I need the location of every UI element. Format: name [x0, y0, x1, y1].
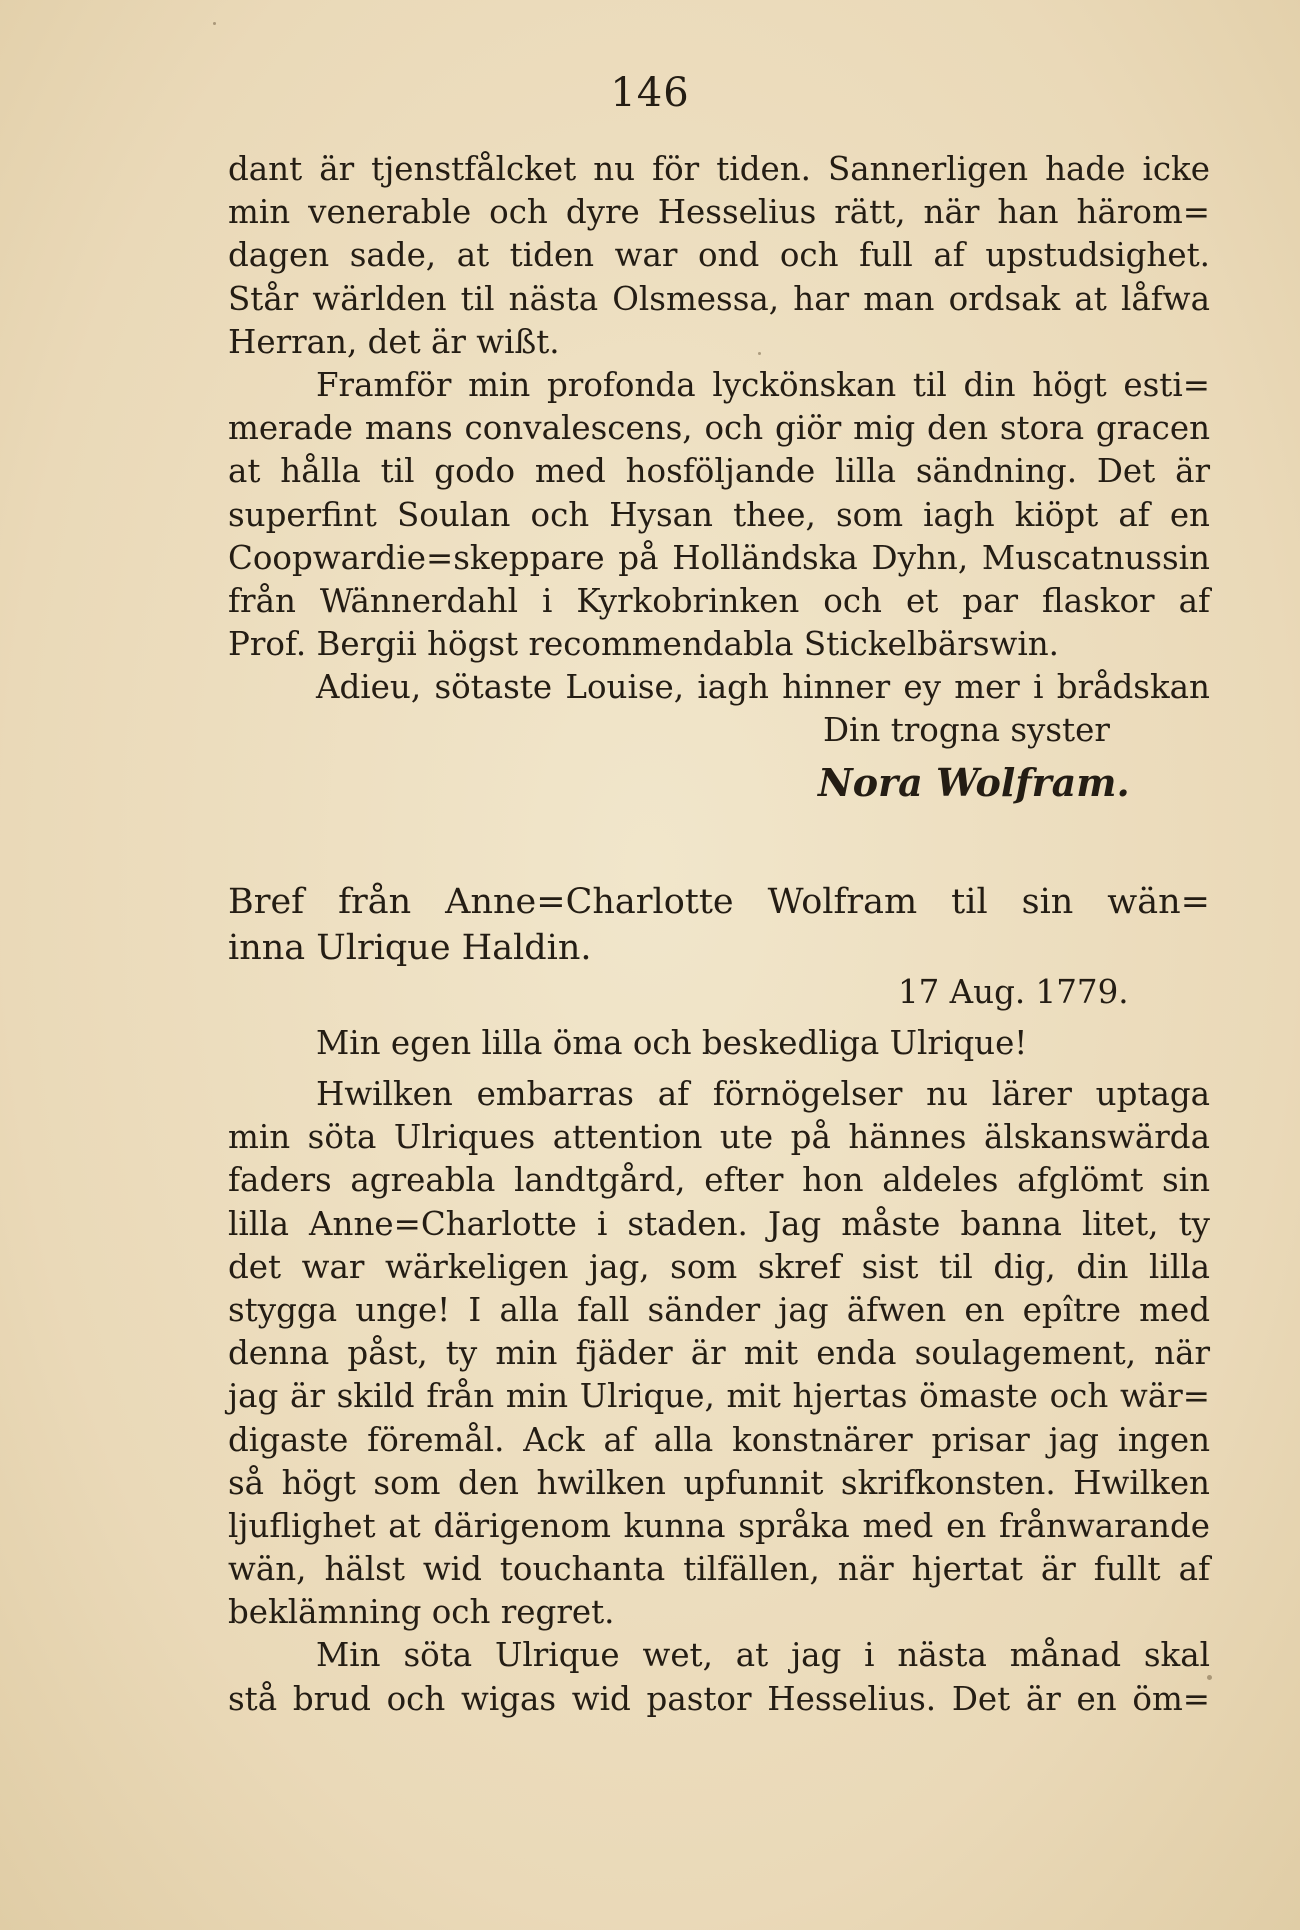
- text-line: Coopwardie=skeppare på Holländska Dyhn, Muscatnussin: [228, 538, 1210, 577]
- text-line: dagen sade, at tiden war ond och full af upstudsighet.: [228, 236, 1210, 275]
- signoff: Din trogna syster: [823, 711, 1110, 750]
- paper-speck: [758, 352, 761, 355]
- page-number: 146: [610, 70, 690, 116]
- text-line: jag är skild från min Ulrique, mit hjertas ömaste och wär=: [228, 1377, 1210, 1416]
- signature: Nora Wolfram.: [818, 759, 1130, 805]
- text-line: wän, hälst wid touchanta tilfällen, när hjertat är fullt af: [228, 1550, 1210, 1589]
- text-line: Står wärlden til nästa Olsmessa, har man ordsak at låfwa: [228, 279, 1210, 318]
- text-line: ljuflighet at därigenom kunna språka med en frånwarande: [228, 1506, 1210, 1545]
- text-line: stygga unge! I alla fall sänder jag äfwen en epître med: [228, 1290, 1210, 1329]
- salutation: Min egen lilla öma och beskedliga Ulrique!: [316, 1023, 1028, 1062]
- heading-line: inna Ulrique Haldin.: [228, 927, 592, 968]
- paper-speck: [213, 22, 216, 25]
- text-line: Prof. Bergii högst recommendabla Stickelbärswin.: [228, 625, 1059, 664]
- letter-2-heading: [228, 879, 1210, 971]
- text-line: beklämning och regret.: [228, 1593, 615, 1632]
- text-line: superfint Soulan och Hysan thee, som iagh kiöpt af en: [228, 495, 1210, 534]
- text-line: Framför min profonda lyckönskan til din högt esti=: [316, 365, 1210, 404]
- letter-date: 17 Aug. 1779.: [898, 972, 1129, 1011]
- text-line: faders agreabla landtgård, efter hon aldeles afglömt sin: [228, 1161, 1210, 1200]
- paper-speck: [1207, 1675, 1212, 1680]
- text-line: at hålla til godo med hosföljande lilla sändning. Det är: [228, 452, 1210, 491]
- letter-2: [228, 971, 1210, 1721]
- text-line: dant är tjenstfålcket nu för tiden. Sannerligen hade icke: [228, 150, 1210, 188]
- text-line: digaste föremål. Ack af alla konstnärer prisar jag ingen: [228, 1420, 1210, 1459]
- text-line: min venerable och dyre Hesselius rätt, när han härom=: [228, 193, 1210, 232]
- text-line: från Wännerdahl i Kyrkobrinken och et par flaskor af: [228, 581, 1210, 620]
- text-line: Hwilken embarras af förnögelser nu lärer uptaga: [316, 1075, 1210, 1113]
- heading-line: Bref från Anne=Charlotte Wolfram til sin wän=: [228, 881, 1210, 922]
- text-line: merade mans convalescens, och giör mig den stora gracen: [228, 409, 1210, 448]
- text-line: denna påst, ty min fjäder är mit enda soulagement, när: [228, 1334, 1210, 1373]
- text-line: så högt som den hwilken upfunnit skrifkonsten. Hwilken: [228, 1463, 1210, 1502]
- text-line: min söta Ulriques attention ute på hännes älskanswärda: [228, 1118, 1210, 1157]
- text-line: lilla Anne=Charlotte i staden. Jag måste banna litet, ty: [228, 1204, 1210, 1243]
- letter-1: [228, 148, 1210, 811]
- text-line: Min söta Ulrique wet, at jag i nästa månad skal: [316, 1636, 1210, 1675]
- text-line: Herran, det är wißt.: [228, 322, 560, 361]
- text-line: stå brud och wigas wid pastor Hesselius. Det är en öm=: [228, 1679, 1210, 1718]
- page-body: [228, 148, 1210, 1721]
- text-line: det war wärkeligen jag, som skref sist til dig, din lilla: [228, 1247, 1210, 1286]
- closing-line: Adieu, sötaste Louise, iagh hinner ey mer i brådskan: [316, 668, 1210, 707]
